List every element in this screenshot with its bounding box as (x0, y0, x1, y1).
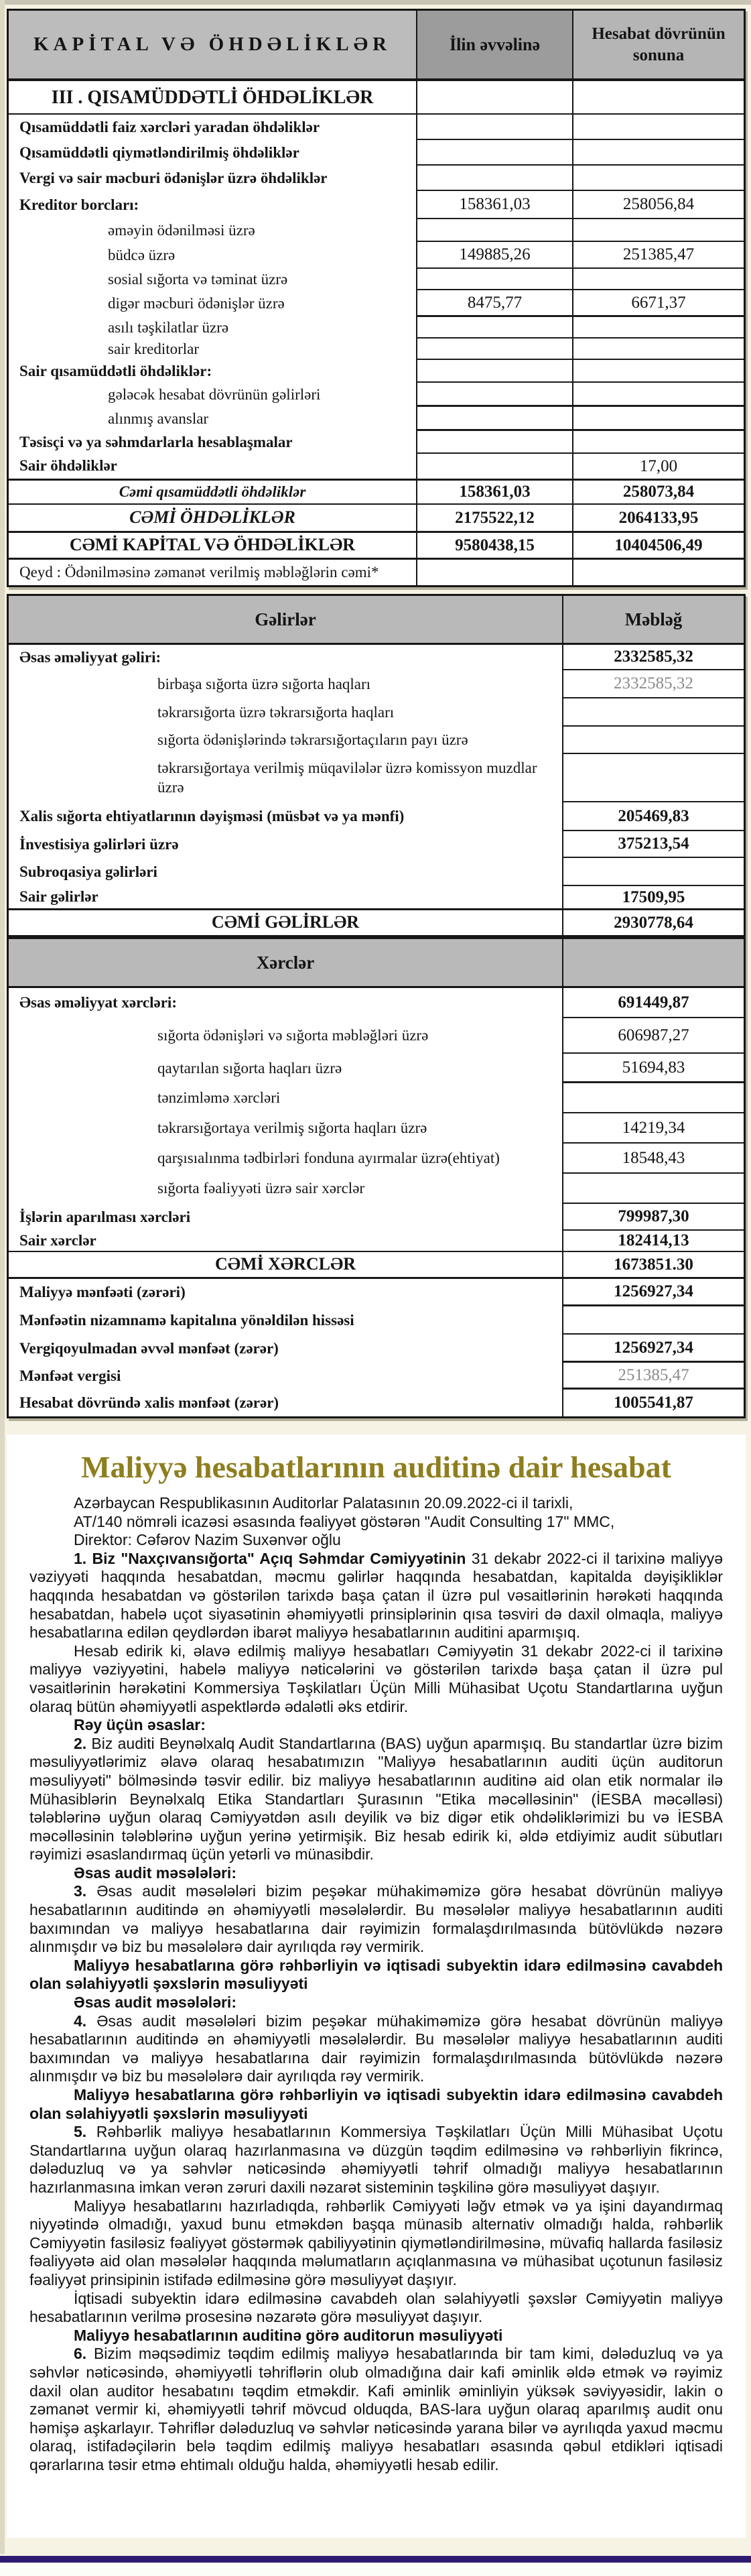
report-paragraph: Direktor: Cəfərov Nazim Suxənvər oğlu (74, 1531, 341, 1549)
row-value-amount (563, 1083, 744, 1113)
report-paragraph: 6. Bizim məqsədimiz təqdim edilmiş maliyyə hesabatlarında bir tam kimi, dələduzluq və ya səhvlər nəticəsində, əhəmiyyətli təhriflərin olub olmadığına dair kafi əminlik əldə etmək və rəyimiz daxil olan auditor hesabatını təqdim etməkdir. Kafi əminlik əminliyin yüksək səviyyəsidir, lakin o zəmanət vermir ki, əhəmiyyətli təhrif mövcud olduqda, BAS-lara uyğun olaraq aparılmış audit onu həmişə aşkarlayır. Təhriflər dələduzluq və səhvlər nəticəsində yarana bilər və ayrılıqda yaxud məcmu olaraq, istifadəçilərin belə təqdim edilmiş maliyyə hesabatları əsasında qəbul etdikləri iqtisadi qərarlarına təsir etmə ehtimalı olduğu halda, əhəmiyyətli hesab edilir. (29, 2345, 723, 2473)
column-header-capital-liabilities: KAPİTAL VƏ ÖHDƏLİKLƏR (9, 11, 417, 78)
row-value-amount: 2930778,64 (614, 913, 693, 932)
row-value-period-end: 6671,37 (573, 290, 744, 317)
row-value-period-end (573, 383, 744, 407)
report-paragraph: İqtisadi subyektin idarə edilməsinə cavabdeh olan səlahiyyətli şəxslər Cəmiyyətin maliyyə hesabatlarının verilmə prosesinə nəzarətə görə məsuliyyət daşıyır. (29, 2289, 723, 2326)
row-label: Qısamüddətli qiymətləndirilmiş öhdəliklər (9, 140, 417, 166)
expense-table-body (9, 988, 744, 1416)
row-value-amount: 182414,13 (563, 1231, 744, 1252)
table-row (9, 115, 744, 140)
report-paragraph: 3. Əsas audit məsələləri bizim peşəkar mühakiməmizə görə hesabat dövrünün maliyyə hesabatlarının auditində ən əhəmiyyətli məsələlərdir. Bu məsələlər maliyyə hesabatlarının auditi baxımından və maliyyə hesabatlarına dair rəyimizin formalaşdırılmasında bütövlükdə nəzərə alınmışdır və biz bu məsələlərə dair ayrılıqda rəy vermirik. (29, 1882, 723, 1956)
table-row (9, 1018, 744, 1054)
row-label: sosial sığorta və təminat üzrə (9, 269, 417, 290)
report-paragraph: 1. Biz "Naxçıvansığorta" Açıq Səhmdar Cəmiyyətinin 31 dekabr 2022-ci il tarixinə maliyyə vəziyyəti haqqında hesabatdan, məcmu gəlirlər haqqında hesabatdan, kapitalda dəyişikliklər haqqında hesabatdan və göstərilən tarixdə başa çatan il üzrə pul vəsaitlərinin hərəkəti haqqında hesabatdan, habelə uçot siyasətinin əhəmiyyətli prinsiplərinin qısa təsviri də daxil olmaqla, maliyyə hesabatlarına edilən qeydlərdən ibarət maliyyə hesabatlarının auditini aparmışıq. (29, 1549, 723, 1642)
table-row (9, 988, 744, 1018)
row-label: Mənfəətin nizamnamə kapitalına yönəldilən hissəsi (9, 1306, 563, 1335)
table-row (9, 1363, 744, 1390)
table-row (9, 191, 744, 219)
report-paragraph: 4. Əsas audit məsələləri bizim peşəkar mühakiməmizə görə hesabat dövrünün maliyyə hesabatlarının auditində ən əhəmiyyətli məsələlərdir. Bu məsələlər maliyyə hesabatlarının auditi baxımından və maliyyə hesabatlarına dair rəyimizin formalaşdırılmasında bütövlükdə nəzərə alınmışdır və biz bu məsələlərə dair ayrılıqda rəy vermirik. (29, 2012, 723, 2085)
table-row (9, 560, 744, 585)
table-row (9, 670, 744, 698)
row-value-year-start: 2175522,12 (417, 505, 573, 533)
row-label: Sair qısamüddətli öhdəliklər: (9, 360, 417, 383)
row-value-period-end: 17,00 (573, 454, 744, 481)
row-value-amount: 2332585,32 (563, 645, 744, 670)
report-heading: Əsas audit məsələləri: (74, 1863, 236, 1882)
row-value-year-start (417, 560, 573, 585)
row-value-period-end: 10404506,49 (573, 533, 744, 560)
row-label: gələcək hesabat dövrünün gəlirləri (9, 383, 417, 407)
row-label: İnvestisiya gəlirləri üzrə (9, 831, 563, 858)
row-label: Əsas əməliyyat gəliri: (9, 645, 563, 670)
report-paragraph: Maliyyə hesabatlarını hazırladıqda, rəhbərlik Cəmiyyəti ləğv etmək və ya işini dayandırmaq niyyətində olmadığı, yaxud bunu etməkdən başqa münasib alternativ olmadığı halda, rəhbərlik Cəmiyyətin fasiləsiz fəaliyyət göstərmək qabiliyyətinin qiymətləndirilməsinə, müvafiq hallarda fasiləsiz fəaliyyətə aid olan məsələlər haqqında məlumatların açıqlanmasına və mühasibat uçotunun fasiləsiz fəaliyyət prinsipinin istifadə edilməsinə görə məsuliyyət daşıyır. (29, 2197, 723, 2288)
row-label: İşlərin aparılması xərcləri (9, 1204, 563, 1231)
row-value-year-start (417, 454, 573, 481)
row-value-period-end: 258056,84 (573, 191, 744, 219)
report-heading: Maliyyə hesabatlarına görə rəhbərliyin və iqtisadi subyektin idarə edilməsinə cavabdeh olan səlahiyyətli şəxslərin məsuliyyəti (29, 1956, 723, 1993)
row-label: CƏMİ ÖHDƏLİKLƏR (9, 505, 417, 533)
row-label: büdcə üzrə (9, 242, 417, 269)
table-row (9, 242, 744, 269)
row-label: təkrarsığorta üzrə təkrarsığorta haqları (9, 698, 563, 727)
scan-edge-top (0, 0, 751, 5)
report-paragraph: 2. Biz auditi Beynəlxalq Audit Standartlarına (BAS) uyğun aparmışıq. Bu standartlar üzrə bizim məsuliyyətlərimiz əlavə olaraq hesabatımızın "Maliyyə hesabatlarının auditi üçün auditorun məsuliyyəti" bölməsində təsvir edilir. biz maliyyə hesabatlarının auditinə aid olan etik normalar ilə Mühasiblərin Beynəlxalq Etika Standartları Şurasının "Etika məcəlləsinin" (İESBA məcəlləsi) tələblərinə uyğun olaraq Cəmiyyətdən asılı deyilik və biz digər etik ohdəliklərimizi bu və İESBA məcəlləsinin tələblərinə uyğun yerinə yetirmişik. Biz hesab edirik ki, əldə etdiyimiz audit sübutları rəyimizi əsaslandırmaq üçün yetərli və münasibdir. (29, 1734, 723, 1863)
row-value-period-end: 251385,47 (573, 242, 744, 269)
report-paragraph: AT/140 nömrəli icazəsi əsasında fəaliyyət göstərən "Audit Consulting 17" MMC, (74, 1512, 615, 1530)
row-value-year-start (417, 219, 573, 242)
row-value-period-end (573, 140, 744, 166)
row-label: təkrarsığortaya verilmiş sığorta haqları üzrə (9, 1113, 563, 1144)
table-row (9, 698, 744, 727)
table-row (9, 454, 744, 481)
table-row (9, 360, 744, 383)
row-value-year-start (417, 115, 573, 140)
row-label: təkrarsığortaya verilmiş müqavilələr üzrə komissyon muzdlar üzrə (9, 754, 563, 802)
row-value-amount: 205469,83 (563, 802, 744, 831)
row-value-year-start: 9580438,15 (417, 533, 573, 560)
row-value-amount: 17509,95 (563, 886, 744, 910)
row-value-amount: 1673851.30 (563, 1252, 744, 1279)
report-paragraph: Azərbaycan Respublikasının Auditorlar Palatasının 20.09.2022-ci il tarixli, (74, 1494, 573, 1512)
table-row (9, 1204, 744, 1231)
income-table (7, 594, 746, 937)
row-value-amount (563, 754, 744, 802)
balance-table-header (9, 11, 744, 81)
report-heading: Maliyyə hesabatlarına görə rəhbərliyin və iqtisadi subyektin idarə edilməsinə cavabdeh olan səlahiyyətli şəxslərin məsuliyyəti (29, 2086, 723, 2122)
row-value-amount: 14219,34 (563, 1113, 744, 1144)
row-value-year-start (417, 140, 573, 166)
table-row (9, 1174, 744, 1204)
table-row (9, 1054, 744, 1083)
table-row (9, 1252, 744, 1279)
bottom-white-strip (0, 2563, 751, 2576)
row-value-period-end (573, 360, 744, 383)
row-label: qaytarılan sığorta haqları üzrə (9, 1054, 563, 1083)
income-table-header (9, 596, 744, 645)
table-row (9, 802, 744, 831)
row-value-amount: 606987,27 (563, 1018, 744, 1054)
report-heading: Maliyyə hesabatlarının auditinə görə auditorun məsuliyyəti (74, 2326, 503, 2344)
row-value-period-end (573, 560, 744, 585)
table-row (9, 219, 744, 242)
row-value-year-start (417, 431, 573, 454)
row-value-amount (563, 698, 744, 727)
table-row (9, 269, 744, 290)
row-value-year-start (417, 317, 573, 339)
bottom-accent-bar (0, 2556, 751, 2563)
table-row (9, 1083, 744, 1113)
row-value-amount: 1256927,34 (563, 1279, 744, 1306)
row-value-year-start: 158361,03 (417, 481, 573, 505)
expense-table (7, 937, 746, 1418)
table-row (9, 910, 744, 935)
table-row (9, 383, 744, 407)
balance-sheet-table (7, 9, 746, 587)
row-value-amount: 691449,87 (563, 988, 744, 1018)
row-value-period-end: 2064133,95 (573, 505, 744, 533)
table-row (9, 1335, 744, 1363)
table-row (9, 754, 744, 802)
row-label: tənzimləmə xərcləri (9, 1083, 563, 1113)
row-value-year-start (417, 360, 573, 383)
row-label: sığorta fəaliyyəti üzrə sair xərclər (9, 1174, 563, 1204)
table-row (9, 645, 744, 670)
report-heading: Rəy üçün əsaslar: (74, 1716, 206, 1734)
row-value-year-start: 158361,03 (417, 191, 573, 219)
table-row (9, 339, 744, 360)
column-header-amount-empty (563, 939, 744, 986)
report-title: Maliyyə hesabatlarının auditinə dair hesabat (81, 1450, 671, 1484)
table-row (9, 727, 744, 754)
row-label: Vergi və sair məcburi ödənişlər üzrə öhdəliklər (9, 166, 417, 191)
row-label: Sair öhdəliklər (9, 454, 417, 481)
row-value-period-end (573, 269, 744, 290)
row-value-year-start (417, 383, 573, 407)
table-row (9, 858, 744, 886)
column-header-expenses: Xərclər (9, 939, 563, 986)
row-value-year-start (417, 339, 573, 360)
row-value-period-end (573, 81, 744, 115)
row-label: qarşısıalınma tədbirləri fonduna ayırmalar üzrə(ehtiyat) (9, 1144, 563, 1174)
report-paragraph-lead: 1. Biz "Naxçıvansığorta" Açıq Səhmdar Cəmiyyətinin (74, 1549, 466, 1567)
table-row (9, 1390, 744, 1416)
row-value-year-start: 149885,26 (417, 242, 573, 269)
row-label: asılı təşkilatlar üzrə (9, 317, 417, 339)
row-value-period-end: 258073,84 (573, 481, 744, 505)
row-value-year-start (417, 166, 573, 191)
scan-edge-left (0, 0, 5, 2554)
row-value-period-end (573, 219, 744, 242)
table-row (9, 886, 744, 910)
report-paragraph: 5. Rəhbərlik maliyyə hesabatlarının Kommersiya Təşkilatları Üçün Milli Mühasibat Uçotu Standartlarına uyğun olaraq hazırlanmasına və düzgün təqdim edilməsinə və rəhbərliyin fikrincə, dələduzluq və ya səhvlər nəticəsində əhəmiyyətli təhrif olmadığı maliyyə hesabatlarının hazırlanmasına imkan verən zəruri daxili nəzarət sisteminin təşkilinə görə məsuliyyət daşıyır. (29, 2123, 723, 2196)
table-row (9, 290, 744, 317)
table-row (9, 407, 744, 431)
report-paragraph-lead: 5. (74, 2123, 87, 2141)
row-value-amount: 1005541,87 (614, 1394, 693, 1412)
row-label: Hesabat dövründə xalis mənfəət (zərər) (9, 1390, 563, 1416)
balance-table-body (9, 81, 744, 585)
audit-report-section (7, 1434, 746, 2538)
row-label: Kreditor borcları: (9, 191, 417, 219)
row-value-period-end (573, 166, 744, 191)
report-body (29, 1494, 723, 2474)
table-row (9, 1144, 744, 1174)
row-value-amount (563, 1306, 744, 1335)
table-row (9, 140, 744, 166)
row-label: Qeyd : Ödənilməsinə zəmanət verilmiş məbləğlərin cəmi* (9, 560, 417, 585)
row-label: Mənfəət vergisi (9, 1363, 563, 1390)
column-header-amount: Məbləğ (563, 596, 744, 643)
column-header-year-start: İlin əvvəlinə (417, 11, 573, 78)
row-value-amount: 251385,47 (563, 1363, 744, 1390)
row-label: sığorta ödənişləri və sığorta məbləğləri üzrə (9, 1018, 563, 1054)
row-label: Cəmi qısamüddətli öhdəliklər (9, 481, 417, 505)
row-value-amount: 2332585,32 (563, 670, 744, 698)
column-header-income: Gəlirlər (9, 596, 563, 643)
row-value-year-start: 8475,77 (417, 290, 573, 317)
row-label: Sair gəlirlər (9, 886, 563, 910)
row-value-period-end (573, 317, 744, 339)
row-value-year-start (417, 269, 573, 290)
row-label: CƏMİ KAPİTAL VƏ ÖHDƏLİKLƏR (9, 533, 417, 560)
row-label: birbaşa sığorta üzrə sığorta haqları (9, 670, 563, 698)
row-value-amount (563, 1174, 744, 1204)
report-paragraph: Hesab edirik ki, əlavə edilmiş maliyyə hesabatları Cəmiyyətin 31 dekabr 2022-ci il tarixinə maliyyə vəziyyətini, habelə maliyyə nəticələrini və göstərilən tarixdə başa çatan il üzrə pul vəsaitlərinin hərəkətini Kommersiya Təşkilatları Üçün Milli Mühasibat Uçotu Standartlarına uyğun olaraq bütün əhəmiyyətli aspektlərdə ədalətli əks etdirir. (29, 1642, 723, 1715)
row-label: sığorta ödənişlərində təkrarsığortaçıların payı üzrə (9, 727, 563, 754)
row-value-amount (563, 858, 744, 886)
table-row (9, 166, 744, 191)
row-label: III . QISAMÜDDƏTLİ ÖHDƏLİKLƏR (9, 81, 417, 115)
row-label: sair kreditorlar (9, 339, 417, 360)
row-label: Xalis sığorta ehtiyatlarının dəyişməsi (müsbət və ya mənfi) (9, 802, 563, 831)
row-label: CƏMİ XƏRCLƏR (9, 1252, 563, 1279)
report-paragraph-lead: 3. (74, 1882, 87, 1900)
row-value-period-end (573, 407, 744, 431)
table-row (9, 533, 744, 560)
row-label: Maliyyə mənfəəti (zərəri) (9, 1279, 563, 1306)
column-header-period-end: Hesabat dövrünün sonuna (573, 11, 744, 78)
table-row (9, 1113, 744, 1144)
expense-table-header (9, 939, 744, 988)
row-label: Vergiqoyulmadan əvvəl mənfəət (zərər) (9, 1335, 563, 1363)
table-row (9, 831, 744, 858)
row-label: CƏMİ GƏLİRLƏR (9, 910, 563, 935)
row-label: Sair xərclər (9, 1231, 563, 1252)
report-paragraph-lead: 4. (74, 2012, 87, 2030)
row-value-amount: 51694,83 (563, 1054, 744, 1083)
row-label: Subroqasiya gəlirləri (9, 858, 563, 886)
report-paragraph-lead: 2. (74, 1734, 87, 1752)
income-table-body (9, 645, 744, 935)
table-row (9, 1231, 744, 1252)
row-value-amount: 375213,54 (563, 831, 744, 858)
row-value-amount (563, 727, 744, 754)
row-value-period-end (573, 115, 744, 140)
row-label: Təsisçi və ya səhmdarlarla hesablaşmalar (9, 431, 417, 454)
table-row (9, 1279, 744, 1306)
table-row (9, 481, 744, 505)
table-row (9, 1306, 744, 1335)
row-value-year-start (417, 81, 573, 115)
row-value-period-end (573, 431, 744, 454)
table-row (9, 81, 744, 115)
table-row (9, 317, 744, 339)
row-label: əməyin ödənilməsi üzrə (9, 219, 417, 242)
row-label: digər məcburi ödənişlər üzrə (9, 290, 417, 317)
row-label: alınmış avanslar (9, 407, 417, 431)
row-label: Qısamüddətli faiz xərcləri yaradan öhdəliklər (9, 115, 417, 140)
report-paragraph-lead: 6. (74, 2345, 87, 2363)
report-heading: Əsas audit məsələləri: (74, 1994, 236, 2012)
row-value-period-end (573, 339, 744, 360)
row-value-amount: 1256927,34 (563, 1335, 744, 1363)
row-value-year-start (417, 407, 573, 431)
table-row (9, 505, 744, 533)
row-value-amount: 18548,43 (563, 1144, 744, 1174)
row-value-amount: 799987,30 (563, 1204, 744, 1231)
table-row (9, 431, 744, 454)
row-label: Əsas əməliyyat xərcləri: (9, 988, 563, 1018)
